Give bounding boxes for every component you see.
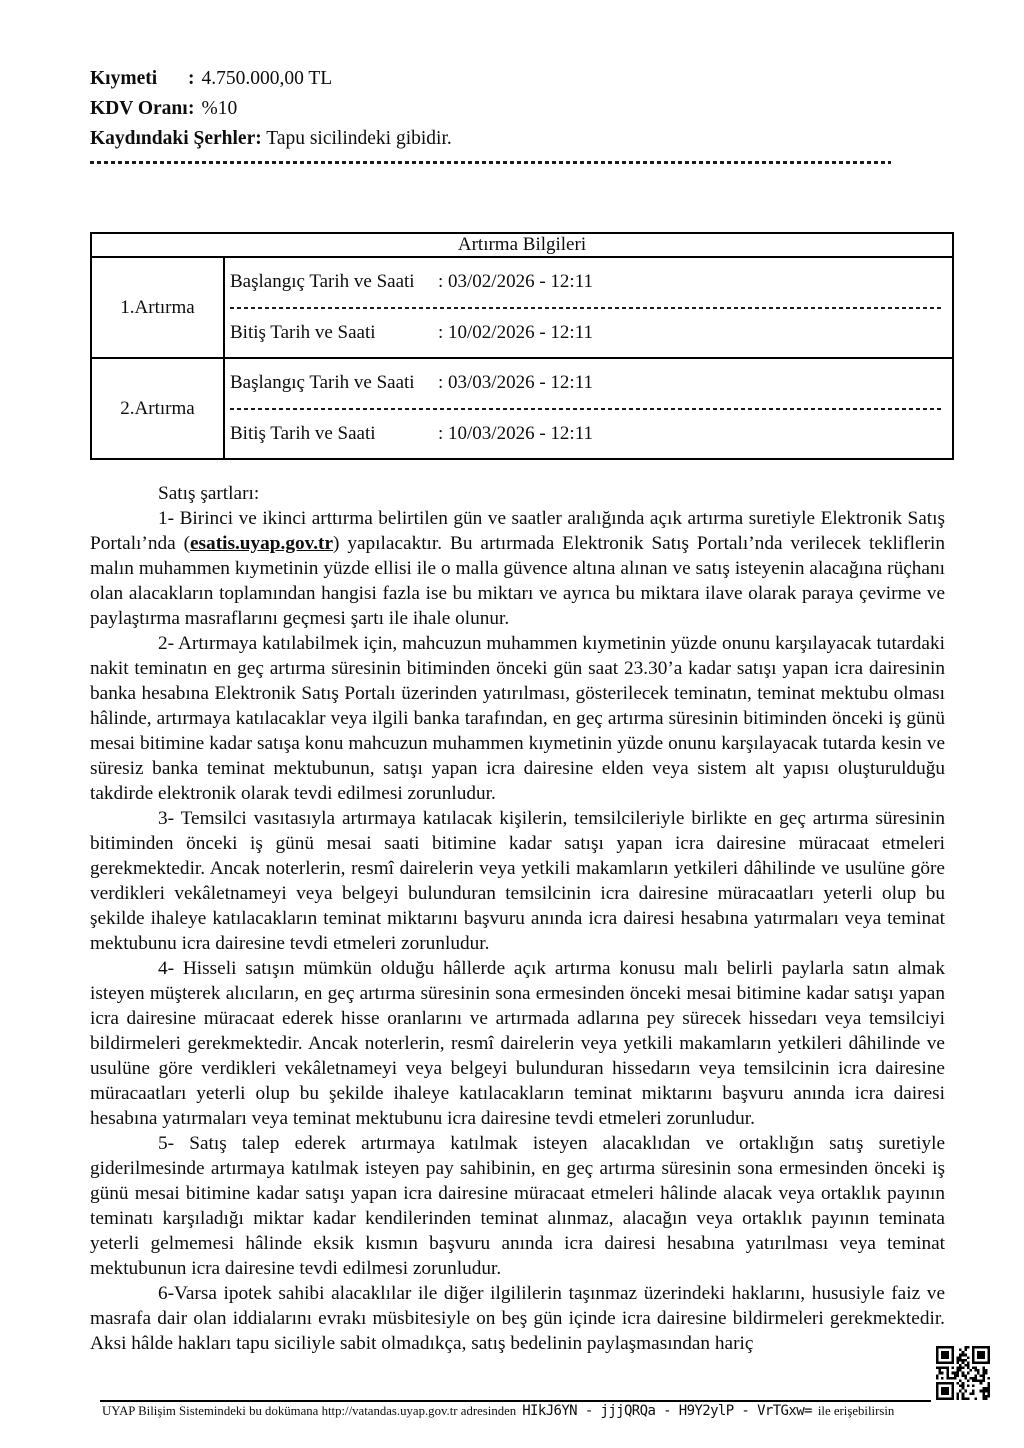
- terms-paragraph-3: 3- Temsilci vasıtasıyla artırmaya katılacak kişilerin, temsilcileriyle birlikte en geç artırma süresinin bitiminden önceki iş günü mesai saati bitimine kadar satışı yapan icra dairesine müracaat etmeleri gerekmektedir. Ancak noterlerin, resmî dairelerin veya yetkili makamların yetkileri dâhilinde ve usulüne göre verdikleri vekâletnameyi veya belgeyi bulunduran temsilcinin icra dairesine müracaatları yeterli olup bu şekilde ihaleye katılacakların teminat miktarını başvuru anında icra dairesi hesabına yatırmaları veya teminat mektubunu icra dairesine tevdi etmeleri zorunludur.: [90, 808, 945, 954]
- p1-text-after: ) yapılacaktır. Bu artırmada Elektronik Satış Portalı’nda verilecek tekliflerin malın muhammen kıymetinin yüzde ellisi ile o malla güvence altına alınan ve satış isteyenin alacağına rüçhanı olan alacakların toplamından hangisi fazla ise bu miktarı ve ayrıca bu miktara ilave olarak paraya çevirme ve paylaştırma masraflarını geçmesi şartı ile ihale olunur.: [90, 533, 945, 629]
- cell-dashed-divider: [230, 307, 944, 309]
- p1-text-before: 1- Birinci ve ikinci arttırma belirtilen gün ve saatler aralığında açık artırma suretiyle Elektronik Satış Portalı’nda (: [90, 508, 945, 554]
- field-serhler: [90, 124, 452, 154]
- table-row-second-auction: [92, 359, 952, 458]
- qr-code: [936, 1346, 990, 1400]
- auction-1-details: [225, 258, 952, 357]
- end-date-label: Bitiş Tarih ve Saati: [230, 422, 376, 444]
- kdv-label: KDV Oranı: [90, 98, 188, 119]
- auction-table-title: Artırma Bilgileri: [92, 234, 952, 258]
- start-date-value: : 03/03/2026 - 12:11: [438, 372, 593, 394]
- field-kdv-orani: [90, 94, 452, 124]
- terms-paragraph-4: 4- Hisseli satışın mümkün olduğu hâllerde açık artırma konusu malı belirli paylarla satın almak isteyen müşterek alıcıların, en geç artırma süresinin sona ermesinden önceki mesai bitimine kadar satışı yapan icra dairesine müracaat ederek hisse oranlarını ve artırmada adlarına pey sürecek hissedarı veya temsilciyi bildirmeleri gerekmektedir. Ancak noterlerin, resmî dairelerin veya yetkili makamların yetkileri dâhilinde ve usulüne göre verdikleri vekâletnameyi veya belgeyi bulunduran hissedarın veya temsilcinin icra dairesine müracaatları yeterli olup bu şekilde ihaleye katılacakların teminat miktarını başvuru anında icra dairesi hesabına yatırmaları veya teminat mektubunu icra dairesine tevdi etmeleri zorunludur.: [90, 958, 945, 1129]
- footer-access-note: [102, 1403, 1002, 1419]
- kiymeti-separator: :: [188, 68, 195, 89]
- property-info: [90, 64, 452, 154]
- end-date-label: Bitiş Tarih ve Saati: [230, 321, 376, 343]
- dashed-separator: [90, 161, 891, 164]
- end-date-value: : 10/03/2026 - 12:11: [438, 422, 593, 444]
- auction-1-start: [230, 271, 947, 293]
- kiymeti-value: 4.750.000,00 TL: [201, 68, 333, 89]
- serhler-label: Kaydındaki Şerhler:: [90, 128, 262, 149]
- footer-prefix: UYAP Bilişim Sistemindeki bu dokümana http://vatandas.uyap.gov.tr adresinden: [102, 1403, 517, 1418]
- start-date-label: Başlangıç Tarih ve Saati: [230, 372, 415, 394]
- terms-paragraph-2: 2- Artırmaya katılabilmek için, mahcuzun muhammen kıymetinin yüzde onunu karşılayacak tutardaki nakit teminatın en geç artırma süresinin bitiminden önceki gün saat 23.30’a kadar satışı yapan icra dairesinin banka hesabına Elektronik Satış Portalı üzerinden yatırılması, gösterilecek teminatın, teminat mektubu olması hâlinde, artırmaya katılacaklar veya ilgili banka tarafından, en geç artırma süresinin bitiminden önceki iş günü mesai bitimine kadar satışa konu mahcuzun muhammen kıymetinin yüzde onunu karşılayacak tutarda kesin ve süresiz banka teminat mektubunun, satışı yapan icra dairesine elden veya sistem alt yapısı oluşturulduğu takdirde elektronik olarak tevdi edilmesi zorunludur.: [90, 633, 945, 804]
- kdv-separator: :: [188, 98, 195, 119]
- auction-1-end: [230, 322, 947, 344]
- footer-access-code: HIkJ6YN - jjjQRQa - H9Y2ylP - VrTGxw=: [522, 1403, 812, 1419]
- footer-suffix: ile erişebilirsin: [817, 1403, 895, 1418]
- terms-paragraph-6: 6-Varsa ipotek sahibi alacaklılar ile diğer ilgililerin taşınmaz üzerindeki haklarını, hususiyle faiz ve masrafa dair olan iddialarını evrakı müsbitesiyle on beş gün içinde icra dairesine bildirmeleri gerekmektedir. Aksi hâlde hakları tapu siciliyle sabit olmadıkça, satış bedelinin paylaşmasından hariç: [90, 1283, 945, 1354]
- end-date-value: : 10/02/2026 - 12:11: [438, 321, 593, 343]
- table-row-first-auction: [92, 258, 952, 359]
- auction-2-start: [230, 372, 947, 394]
- auction-2-name: 2.Artırma: [92, 359, 225, 458]
- auction-info-table: [90, 232, 954, 460]
- cell-dashed-divider: [230, 408, 944, 410]
- terms-paragraph-5: 5- Satış talep ederek artırmaya katılmak isteyen alacaklıdan ve ortaklığın satış suretiyle giderilmesinde artırmaya katılmak isteyen pay sahibinin, en geç artırma süresinin sona ermesinden önceki iş günü mesai bitimine kadar satışı yapan icra dairesine müracaat etmeleri hâlinde alacak veya ortaklık payının teminatı karşıladığı miktar kadar kendilerinden teminat alınmaz, alacağın veya ortaklık payının teminata yeterli gelmemesi hâlinde eksik kısmın başvuru anında icra dairesi hesabına yatırılması veya teminat mektubunun icra dairesine tevdi edilmesi zorunludur.: [90, 1133, 945, 1279]
- esatis-portal-link[interactable]: esatis.uyap.gov.tr: [190, 533, 334, 554]
- start-date-value: : 03/02/2026 - 12:11: [438, 271, 593, 293]
- auction-1-name: 1.Artırma: [92, 258, 225, 357]
- serhler-value: Tapu sicilindeki gibidir.: [266, 128, 452, 149]
- auction-2-details: [225, 359, 952, 458]
- start-date-label: Başlangıç Tarih ve Saati: [230, 271, 415, 293]
- terms-paragraph-1: [90, 506, 945, 631]
- kiymeti-label: Kıymeti: [90, 68, 158, 89]
- kdv-value: %10: [201, 98, 238, 119]
- footer-rule: [100, 1400, 931, 1402]
- auction-2-end: [230, 423, 947, 445]
- sale-terms-section: [90, 481, 945, 1356]
- field-kiymeti: [90, 64, 452, 94]
- terms-heading: Satış şartları:: [158, 483, 260, 504]
